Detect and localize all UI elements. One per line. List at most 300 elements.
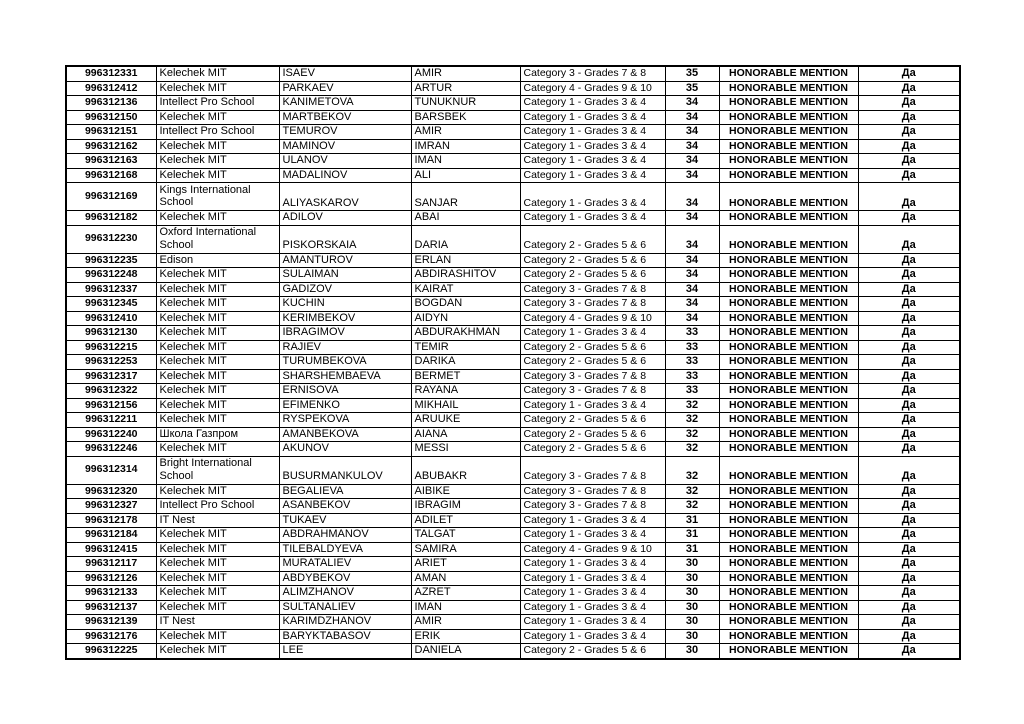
school-cell: Kelechek MIT bbox=[156, 442, 279, 457]
award-cell: HONORABLE MENTION bbox=[719, 154, 858, 169]
award-cell: HONORABLE MENTION bbox=[719, 96, 858, 111]
participant-id-cell: 996312156 bbox=[66, 398, 156, 413]
participant-id-cell: 996312168 bbox=[66, 168, 156, 183]
category-cell: Category 1 - Grades 3 & 4 bbox=[520, 183, 665, 211]
participant-id-cell: 996312410 bbox=[66, 311, 156, 326]
first-name-cell: TUNUKNUR bbox=[411, 96, 520, 111]
score-cell: 34 bbox=[665, 297, 719, 312]
first-name-cell: ERLAN bbox=[411, 253, 520, 268]
award-cell: HONORABLE MENTION bbox=[719, 81, 858, 96]
participant-id-cell: 996312240 bbox=[66, 427, 156, 442]
participant-id-cell: 996312225 bbox=[66, 644, 156, 659]
participant-id-cell: 996312320 bbox=[66, 484, 156, 499]
last-name-cell: SHARSHEMBAEVA bbox=[279, 369, 411, 384]
category-cell: Category 1 - Grades 3 & 4 bbox=[520, 398, 665, 413]
results-table-container bbox=[65, 65, 959, 660]
category-cell: Category 1 - Grades 3 & 4 bbox=[520, 600, 665, 615]
first-name-cell: DANIELA bbox=[411, 644, 520, 659]
category-cell: Category 3 - Grades 7 & 8 bbox=[520, 484, 665, 499]
score-cell: 34 bbox=[665, 168, 719, 183]
first-name-cell: ABDURAKHMAN bbox=[411, 326, 520, 341]
school-cell: Kelechek MIT bbox=[156, 369, 279, 384]
school-cell: Kelechek MIT bbox=[156, 384, 279, 399]
participant-id-cell: 996312412 bbox=[66, 81, 156, 96]
category-cell: Category 2 - Grades 5 & 6 bbox=[520, 427, 665, 442]
award-cell: HONORABLE MENTION bbox=[719, 282, 858, 297]
score-cell: 33 bbox=[665, 384, 719, 399]
confirmed-cell: Да bbox=[858, 183, 960, 211]
confirmed-cell: Да bbox=[858, 528, 960, 543]
first-name-cell: IMAN bbox=[411, 154, 520, 169]
table-row bbox=[66, 110, 960, 125]
table-row bbox=[66, 528, 960, 543]
score-cell: 32 bbox=[665, 398, 719, 413]
last-name-cell: LEE bbox=[279, 644, 411, 659]
school-cell: Kelechek MIT bbox=[156, 268, 279, 283]
last-name-cell: AMANTUROV bbox=[279, 253, 411, 268]
table-row bbox=[66, 125, 960, 140]
award-cell: HONORABLE MENTION bbox=[719, 66, 858, 81]
award-cell: HONORABLE MENTION bbox=[719, 542, 858, 557]
participant-id-cell: 996312162 bbox=[66, 139, 156, 154]
first-name-cell: AMIR bbox=[411, 66, 520, 81]
score-cell: 34 bbox=[665, 253, 719, 268]
participant-id-cell: 996312327 bbox=[66, 499, 156, 514]
score-cell: 32 bbox=[665, 484, 719, 499]
table-row bbox=[66, 340, 960, 355]
confirmed-cell: Да bbox=[858, 542, 960, 557]
confirmed-cell: Да bbox=[858, 311, 960, 326]
participant-id-cell: 996312317 bbox=[66, 369, 156, 384]
category-cell: Category 2 - Grades 5 & 6 bbox=[520, 355, 665, 370]
category-cell: Category 4 - Grades 9 & 10 bbox=[520, 542, 665, 557]
award-cell: HONORABLE MENTION bbox=[719, 557, 858, 572]
first-name-cell: ARUUKE bbox=[411, 413, 520, 428]
award-cell: HONORABLE MENTION bbox=[719, 513, 858, 528]
last-name-cell: ERNISOVA bbox=[279, 384, 411, 399]
table-row bbox=[66, 615, 960, 630]
confirmed-cell: Да bbox=[858, 125, 960, 140]
school-cell: Kelechek MIT bbox=[156, 600, 279, 615]
score-cell: 34 bbox=[665, 282, 719, 297]
first-name-cell: SAMIRA bbox=[411, 542, 520, 557]
first-name-cell: TALGAT bbox=[411, 528, 520, 543]
results-table bbox=[65, 65, 961, 660]
award-cell: HONORABLE MENTION bbox=[719, 297, 858, 312]
category-cell: Category 1 - Grades 3 & 4 bbox=[520, 629, 665, 644]
confirmed-cell: Да bbox=[858, 355, 960, 370]
confirmed-cell: Да bbox=[858, 513, 960, 528]
table-row bbox=[66, 499, 960, 514]
table-row bbox=[66, 168, 960, 183]
first-name-cell: BARSBEK bbox=[411, 110, 520, 125]
table-row bbox=[66, 211, 960, 226]
participant-id-cell: 996312117 bbox=[66, 557, 156, 572]
category-cell: Category 2 - Grades 5 & 6 bbox=[520, 340, 665, 355]
school-cell: Kelechek MIT bbox=[156, 557, 279, 572]
table-row bbox=[66, 154, 960, 169]
school-cell: Intellect Pro School bbox=[156, 499, 279, 514]
last-name-cell: GADIZOV bbox=[279, 282, 411, 297]
participant-id-cell: 996312184 bbox=[66, 528, 156, 543]
table-row bbox=[66, 355, 960, 370]
score-cell: 34 bbox=[665, 225, 719, 253]
school-cell: IT Nest bbox=[156, 513, 279, 528]
category-cell: Category 3 - Grades 7 & 8 bbox=[520, 66, 665, 81]
last-name-cell: KANIMETOVA bbox=[279, 96, 411, 111]
score-cell: 32 bbox=[665, 456, 719, 484]
confirmed-cell: Да bbox=[858, 253, 960, 268]
participant-id-cell: 996312178 bbox=[66, 513, 156, 528]
confirmed-cell: Да bbox=[858, 96, 960, 111]
last-name-cell: PARKAEV bbox=[279, 81, 411, 96]
first-name-cell: AIBIKE bbox=[411, 484, 520, 499]
table-row bbox=[66, 297, 960, 312]
participant-id-cell: 996312235 bbox=[66, 253, 156, 268]
last-name-cell: PISKORSKAIA bbox=[279, 225, 411, 253]
award-cell: HONORABLE MENTION bbox=[719, 398, 858, 413]
first-name-cell: ABAI bbox=[411, 211, 520, 226]
table-row bbox=[66, 66, 960, 81]
last-name-cell: KARIMDZHANOV bbox=[279, 615, 411, 630]
last-name-cell: SULTANALIEV bbox=[279, 600, 411, 615]
table-row bbox=[66, 484, 960, 499]
category-cell: Category 4 - Grades 9 & 10 bbox=[520, 311, 665, 326]
school-cell: Kelechek MIT bbox=[156, 81, 279, 96]
participant-id-cell: 996312248 bbox=[66, 268, 156, 283]
category-cell: Category 3 - Grades 7 & 8 bbox=[520, 456, 665, 484]
score-cell: 33 bbox=[665, 369, 719, 384]
confirmed-cell: Да bbox=[858, 484, 960, 499]
participant-id-cell: 996312169 bbox=[66, 183, 156, 211]
first-name-cell: ARIET bbox=[411, 557, 520, 572]
participant-id-cell: 996312415 bbox=[66, 542, 156, 557]
table-row bbox=[66, 644, 960, 659]
score-cell: 34 bbox=[665, 268, 719, 283]
last-name-cell: ADILOV bbox=[279, 211, 411, 226]
table-row bbox=[66, 384, 960, 399]
score-cell: 34 bbox=[665, 96, 719, 111]
award-cell: HONORABLE MENTION bbox=[719, 484, 858, 499]
first-name-cell: AZRET bbox=[411, 586, 520, 601]
table-row bbox=[66, 96, 960, 111]
table-row bbox=[66, 586, 960, 601]
school-cell: Kelechek MIT bbox=[156, 586, 279, 601]
confirmed-cell: Да bbox=[858, 456, 960, 484]
score-cell: 33 bbox=[665, 355, 719, 370]
category-cell: Category 2 - Grades 5 & 6 bbox=[520, 225, 665, 253]
category-cell: Category 3 - Grades 7 & 8 bbox=[520, 369, 665, 384]
last-name-cell: AKUNOV bbox=[279, 442, 411, 457]
participant-id-cell: 996312150 bbox=[66, 110, 156, 125]
table-row bbox=[66, 282, 960, 297]
award-cell: HONORABLE MENTION bbox=[719, 326, 858, 341]
table-row bbox=[66, 571, 960, 586]
award-cell: HONORABLE MENTION bbox=[719, 528, 858, 543]
school-cell: IT Nest bbox=[156, 615, 279, 630]
score-cell: 35 bbox=[665, 81, 719, 96]
school-cell: Kelechek MIT bbox=[156, 528, 279, 543]
category-cell: Category 1 - Grades 3 & 4 bbox=[520, 615, 665, 630]
score-cell: 34 bbox=[665, 110, 719, 125]
school-cell: Kings International School bbox=[156, 183, 279, 211]
confirmed-cell: Да bbox=[858, 427, 960, 442]
table-row bbox=[66, 253, 960, 268]
participant-id-cell: 996312331 bbox=[66, 66, 156, 81]
school-cell: Kelechek MIT bbox=[156, 413, 279, 428]
confirmed-cell: Да bbox=[858, 571, 960, 586]
confirmed-cell: Да bbox=[858, 282, 960, 297]
last-name-cell: MAMINOV bbox=[279, 139, 411, 154]
results-table-body bbox=[66, 66, 960, 659]
category-cell: Category 2 - Grades 5 & 6 bbox=[520, 413, 665, 428]
participant-id-cell: 996312314 bbox=[66, 456, 156, 484]
last-name-cell: KERIMBEKOV bbox=[279, 311, 411, 326]
category-cell: Category 3 - Grades 7 & 8 bbox=[520, 282, 665, 297]
first-name-cell: IBRAGIM bbox=[411, 499, 520, 514]
first-name-cell: ALI bbox=[411, 168, 520, 183]
table-row bbox=[66, 81, 960, 96]
score-cell: 30 bbox=[665, 557, 719, 572]
last-name-cell: ULANOV bbox=[279, 154, 411, 169]
school-cell: Oxford International School bbox=[156, 225, 279, 253]
score-cell: 34 bbox=[665, 311, 719, 326]
school-cell: Kelechek MIT bbox=[156, 542, 279, 557]
first-name-cell: ERIK bbox=[411, 629, 520, 644]
award-cell: HONORABLE MENTION bbox=[719, 268, 858, 283]
score-cell: 30 bbox=[665, 629, 719, 644]
school-cell: Kelechek MIT bbox=[156, 282, 279, 297]
score-cell: 34 bbox=[665, 125, 719, 140]
award-cell: HONORABLE MENTION bbox=[719, 225, 858, 253]
confirmed-cell: Да bbox=[858, 326, 960, 341]
confirmed-cell: Да bbox=[858, 81, 960, 96]
confirmed-cell: Да bbox=[858, 66, 960, 81]
last-name-cell: IBRAGIMOV bbox=[279, 326, 411, 341]
score-cell: 30 bbox=[665, 586, 719, 601]
participant-id-cell: 996312345 bbox=[66, 297, 156, 312]
school-cell: Kelechek MIT bbox=[156, 311, 279, 326]
last-name-cell: AMANBEKOVA bbox=[279, 427, 411, 442]
last-name-cell: ALIMZHANOV bbox=[279, 586, 411, 601]
last-name-cell: TEMUROV bbox=[279, 125, 411, 140]
category-cell: Category 2 - Grades 5 & 6 bbox=[520, 253, 665, 268]
confirmed-cell: Да bbox=[858, 110, 960, 125]
confirmed-cell: Да bbox=[858, 139, 960, 154]
category-cell: Category 4 - Grades 9 & 10 bbox=[520, 81, 665, 96]
table-row bbox=[66, 456, 960, 484]
participant-id-cell: 996312133 bbox=[66, 586, 156, 601]
first-name-cell: DARIA bbox=[411, 225, 520, 253]
award-cell: HONORABLE MENTION bbox=[719, 168, 858, 183]
school-cell: Kelechek MIT bbox=[156, 297, 279, 312]
category-cell: Category 1 - Grades 3 & 4 bbox=[520, 96, 665, 111]
confirmed-cell: Да bbox=[858, 557, 960, 572]
award-cell: HONORABLE MENTION bbox=[719, 413, 858, 428]
award-cell: HONORABLE MENTION bbox=[719, 615, 858, 630]
last-name-cell: ALIYASKAROV bbox=[279, 183, 411, 211]
school-cell: Kelechek MIT bbox=[156, 66, 279, 81]
first-name-cell: AMAN bbox=[411, 571, 520, 586]
participant-id-cell: 996312163 bbox=[66, 154, 156, 169]
category-cell: Category 1 - Grades 3 & 4 bbox=[520, 211, 665, 226]
table-row bbox=[66, 600, 960, 615]
last-name-cell: BUSURMANKULOV bbox=[279, 456, 411, 484]
last-name-cell: ABDRAHMANOV bbox=[279, 528, 411, 543]
table-row bbox=[66, 557, 960, 572]
category-cell: Category 3 - Grades 7 & 8 bbox=[520, 384, 665, 399]
score-cell: 33 bbox=[665, 340, 719, 355]
confirmed-cell: Да bbox=[858, 398, 960, 413]
participant-id-cell: 996312253 bbox=[66, 355, 156, 370]
category-cell: Category 1 - Grades 3 & 4 bbox=[520, 326, 665, 341]
school-cell: Kelechek MIT bbox=[156, 211, 279, 226]
score-cell: 30 bbox=[665, 615, 719, 630]
score-cell: 34 bbox=[665, 211, 719, 226]
school-cell: Intellect Pro School bbox=[156, 96, 279, 111]
participant-id-cell: 996312215 bbox=[66, 340, 156, 355]
last-name-cell: EFIMENKO bbox=[279, 398, 411, 413]
last-name-cell: KUCHIN bbox=[279, 297, 411, 312]
award-cell: HONORABLE MENTION bbox=[719, 600, 858, 615]
school-cell: Kelechek MIT bbox=[156, 398, 279, 413]
school-cell: Kelechek MIT bbox=[156, 326, 279, 341]
last-name-cell: ISAEV bbox=[279, 66, 411, 81]
school-cell: Kelechek MIT bbox=[156, 355, 279, 370]
category-cell: Category 1 - Grades 3 & 4 bbox=[520, 154, 665, 169]
first-name-cell: AMIR bbox=[411, 125, 520, 140]
award-cell: HONORABLE MENTION bbox=[719, 586, 858, 601]
award-cell: HONORABLE MENTION bbox=[719, 355, 858, 370]
table-row bbox=[66, 398, 960, 413]
award-cell: HONORABLE MENTION bbox=[719, 629, 858, 644]
table-row bbox=[66, 629, 960, 644]
category-cell: Category 1 - Grades 3 & 4 bbox=[520, 571, 665, 586]
participant-id-cell: 996312151 bbox=[66, 125, 156, 140]
table-row bbox=[66, 326, 960, 341]
first-name-cell: ARTUR bbox=[411, 81, 520, 96]
participant-id-cell: 996312182 bbox=[66, 211, 156, 226]
participant-id-cell: 996312322 bbox=[66, 384, 156, 399]
school-cell: Kelechek MIT bbox=[156, 139, 279, 154]
category-cell: Category 1 - Grades 3 & 4 bbox=[520, 586, 665, 601]
first-name-cell: MIKHAIL bbox=[411, 398, 520, 413]
first-name-cell: SANJAR bbox=[411, 183, 520, 211]
school-cell: Kelechek MIT bbox=[156, 168, 279, 183]
award-cell: HONORABLE MENTION bbox=[719, 125, 858, 140]
table-row bbox=[66, 442, 960, 457]
first-name-cell: ADILET bbox=[411, 513, 520, 528]
first-name-cell: AIANA bbox=[411, 427, 520, 442]
participant-id-cell: 996312139 bbox=[66, 615, 156, 630]
category-cell: Category 3 - Grades 7 & 8 bbox=[520, 499, 665, 514]
score-cell: 31 bbox=[665, 542, 719, 557]
participant-id-cell: 996312137 bbox=[66, 600, 156, 615]
last-name-cell: RYSPEKOVA bbox=[279, 413, 411, 428]
award-cell: HONORABLE MENTION bbox=[719, 427, 858, 442]
confirmed-cell: Да bbox=[858, 268, 960, 283]
score-cell: 32 bbox=[665, 499, 719, 514]
score-cell: 34 bbox=[665, 154, 719, 169]
school-cell: Kelechek MIT bbox=[156, 571, 279, 586]
award-cell: HONORABLE MENTION bbox=[719, 211, 858, 226]
confirmed-cell: Да bbox=[858, 369, 960, 384]
participant-id-cell: 996312130 bbox=[66, 326, 156, 341]
table-row bbox=[66, 311, 960, 326]
confirmed-cell: Да bbox=[858, 629, 960, 644]
last-name-cell: RAJIEV bbox=[279, 340, 411, 355]
first-name-cell: ABUBAKR bbox=[411, 456, 520, 484]
category-cell: Category 3 - Grades 7 & 8 bbox=[520, 297, 665, 312]
score-cell: 32 bbox=[665, 442, 719, 457]
table-row bbox=[66, 413, 960, 428]
confirmed-cell: Да bbox=[858, 586, 960, 601]
confirmed-cell: Да bbox=[858, 211, 960, 226]
category-cell: Category 1 - Grades 3 & 4 bbox=[520, 513, 665, 528]
score-cell: 34 bbox=[665, 183, 719, 211]
confirmed-cell: Да bbox=[858, 168, 960, 183]
last-name-cell: SULAIMAN bbox=[279, 268, 411, 283]
first-name-cell: ABDIRASHITOV bbox=[411, 268, 520, 283]
award-cell: HONORABLE MENTION bbox=[719, 369, 858, 384]
first-name-cell: AIDYN bbox=[411, 311, 520, 326]
participant-id-cell: 996312337 bbox=[66, 282, 156, 297]
award-cell: HONORABLE MENTION bbox=[719, 384, 858, 399]
category-cell: Category 1 - Grades 3 & 4 bbox=[520, 125, 665, 140]
table-row bbox=[66, 427, 960, 442]
award-cell: HONORABLE MENTION bbox=[719, 311, 858, 326]
last-name-cell: BARYKTABASOV bbox=[279, 629, 411, 644]
participant-id-cell: 996312136 bbox=[66, 96, 156, 111]
category-cell: Category 2 - Grades 5 & 6 bbox=[520, 644, 665, 659]
category-cell: Category 1 - Grades 3 & 4 bbox=[520, 528, 665, 543]
first-name-cell: BOGDAN bbox=[411, 297, 520, 312]
confirmed-cell: Да bbox=[858, 499, 960, 514]
confirmed-cell: Да bbox=[858, 154, 960, 169]
last-name-cell: MARTBEKOV bbox=[279, 110, 411, 125]
award-cell: HONORABLE MENTION bbox=[719, 571, 858, 586]
first-name-cell: AMIR bbox=[411, 615, 520, 630]
school-cell: Школа Газпром bbox=[156, 427, 279, 442]
participant-id-cell: 996312126 bbox=[66, 571, 156, 586]
table-row bbox=[66, 369, 960, 384]
school-cell: Intellect Pro School bbox=[156, 125, 279, 140]
score-cell: 32 bbox=[665, 413, 719, 428]
first-name-cell: IMAN bbox=[411, 600, 520, 615]
confirmed-cell: Да bbox=[858, 384, 960, 399]
category-cell: Category 2 - Grades 5 & 6 bbox=[520, 268, 665, 283]
last-name-cell: TILEBALDYEVA bbox=[279, 542, 411, 557]
category-cell: Category 2 - Grades 5 & 6 bbox=[520, 442, 665, 457]
table-row bbox=[66, 513, 960, 528]
confirmed-cell: Да bbox=[858, 413, 960, 428]
last-name-cell: ASANBEKOV bbox=[279, 499, 411, 514]
confirmed-cell: Да bbox=[858, 340, 960, 355]
first-name-cell: KAIRAT bbox=[411, 282, 520, 297]
score-cell: 30 bbox=[665, 600, 719, 615]
category-cell: Category 1 - Grades 3 & 4 bbox=[520, 557, 665, 572]
confirmed-cell: Да bbox=[858, 644, 960, 659]
table-row bbox=[66, 183, 960, 211]
score-cell: 33 bbox=[665, 326, 719, 341]
table-row bbox=[66, 139, 960, 154]
category-cell: Category 1 - Grades 3 & 4 bbox=[520, 139, 665, 154]
school-cell: Kelechek MIT bbox=[156, 340, 279, 355]
first-name-cell: BERMET bbox=[411, 369, 520, 384]
category-cell: Category 1 - Grades 3 & 4 bbox=[520, 110, 665, 125]
first-name-cell: TEMIR bbox=[411, 340, 520, 355]
school-cell: Kelechek MIT bbox=[156, 110, 279, 125]
